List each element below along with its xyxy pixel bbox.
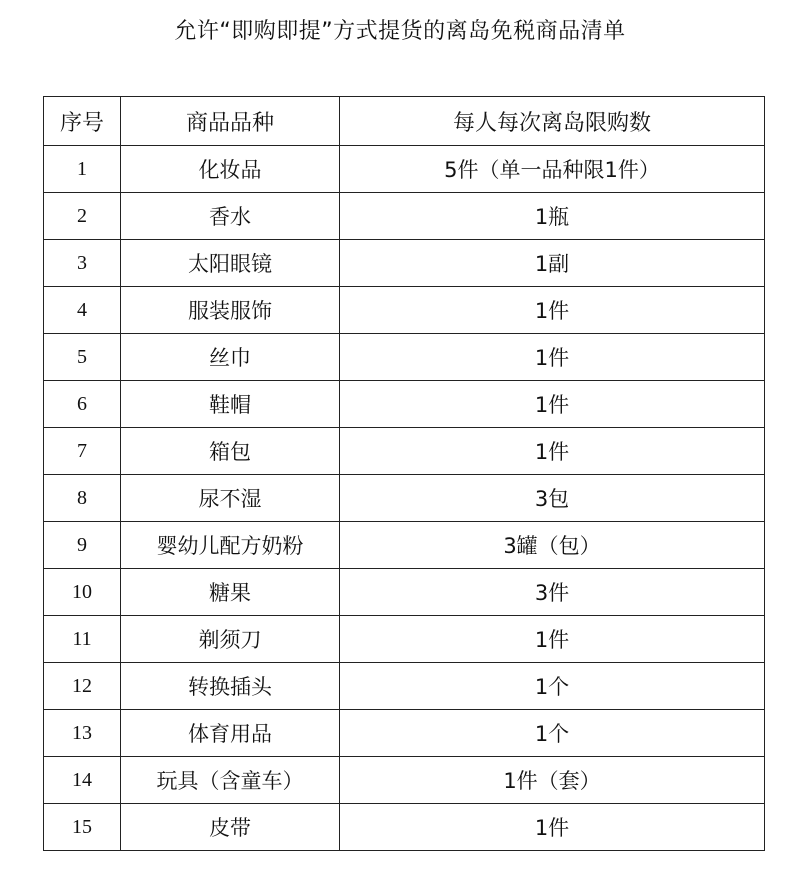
row-item-name: 尿不湿 <box>121 475 340 522</box>
row-purchase-limit: 1件（套） <box>340 757 765 804</box>
row-number: 7 <box>44 428 121 475</box>
row-item-name: 服装服饰 <box>121 287 340 334</box>
header-item-category: 商品品种 <box>121 97 340 146</box>
row-item-name: 转换插头 <box>121 663 340 710</box>
table-row <box>44 663 765 710</box>
table-row <box>44 475 765 522</box>
table-row <box>44 710 765 757</box>
row-number: 9 <box>44 522 121 569</box>
row-purchase-limit: 1副 <box>340 240 765 287</box>
row-purchase-limit: 1件 <box>340 616 765 663</box>
row-purchase-limit: 1件 <box>340 381 765 428</box>
row-purchase-limit: 3罐（包） <box>340 522 765 569</box>
row-item-name: 箱包 <box>121 428 340 475</box>
row-purchase-limit: 1件 <box>340 804 765 851</box>
row-number: 2 <box>44 193 121 240</box>
row-item-name: 化妆品 <box>121 146 340 193</box>
table-row <box>44 522 765 569</box>
table-row <box>44 381 765 428</box>
row-number: 8 <box>44 475 121 522</box>
row-item-name: 太阳眼镜 <box>121 240 340 287</box>
table-row <box>44 287 765 334</box>
row-number: 5 <box>44 334 121 381</box>
row-item-name: 婴幼儿配方奶粉 <box>121 522 340 569</box>
row-item-name: 糖果 <box>121 569 340 616</box>
row-number: 10 <box>44 569 121 616</box>
row-item-name: 香水 <box>121 193 340 240</box>
row-number: 15 <box>44 804 121 851</box>
row-number: 6 <box>44 381 121 428</box>
row-item-name: 体育用品 <box>121 710 340 757</box>
table-row <box>44 240 765 287</box>
table-row <box>44 616 765 663</box>
header-number: 序号 <box>44 97 121 146</box>
row-purchase-limit: 1件 <box>340 334 765 381</box>
row-purchase-limit: 1个 <box>340 710 765 757</box>
table-row <box>44 757 765 804</box>
row-purchase-limit: 3包 <box>340 475 765 522</box>
row-purchase-limit: 1个 <box>340 663 765 710</box>
row-number: 11 <box>44 616 121 663</box>
row-item-name: 丝巾 <box>121 334 340 381</box>
duty-free-items-table <box>43 96 765 851</box>
table-row <box>44 569 765 616</box>
row-purchase-limit: 5件（单一品种限1件） <box>340 146 765 193</box>
row-number: 12 <box>44 663 121 710</box>
row-item-name: 玩具（含童车） <box>121 757 340 804</box>
row-item-name: 皮带 <box>121 804 340 851</box>
table-row <box>44 334 765 381</box>
table-row <box>44 193 765 240</box>
row-number: 13 <box>44 710 121 757</box>
row-number: 14 <box>44 757 121 804</box>
row-number: 3 <box>44 240 121 287</box>
document-title: 允许“即购即提”方式提货的离岛免税商品清单 <box>174 19 626 44</box>
table-row <box>44 428 765 475</box>
table-body <box>44 146 765 851</box>
row-item-name: 剃须刀 <box>121 616 340 663</box>
row-purchase-limit: 1件 <box>340 428 765 475</box>
row-number: 1 <box>44 146 121 193</box>
table-row <box>44 804 765 851</box>
row-purchase-limit: 3件 <box>340 569 765 616</box>
table-row <box>44 146 765 193</box>
row-number: 4 <box>44 287 121 334</box>
table-header-row <box>44 97 765 146</box>
row-purchase-limit: 1件 <box>340 287 765 334</box>
row-item-name: 鞋帽 <box>121 381 340 428</box>
header-purchase-limit: 每人每次离岛限购数 <box>340 97 765 146</box>
row-purchase-limit: 1瓶 <box>340 193 765 240</box>
